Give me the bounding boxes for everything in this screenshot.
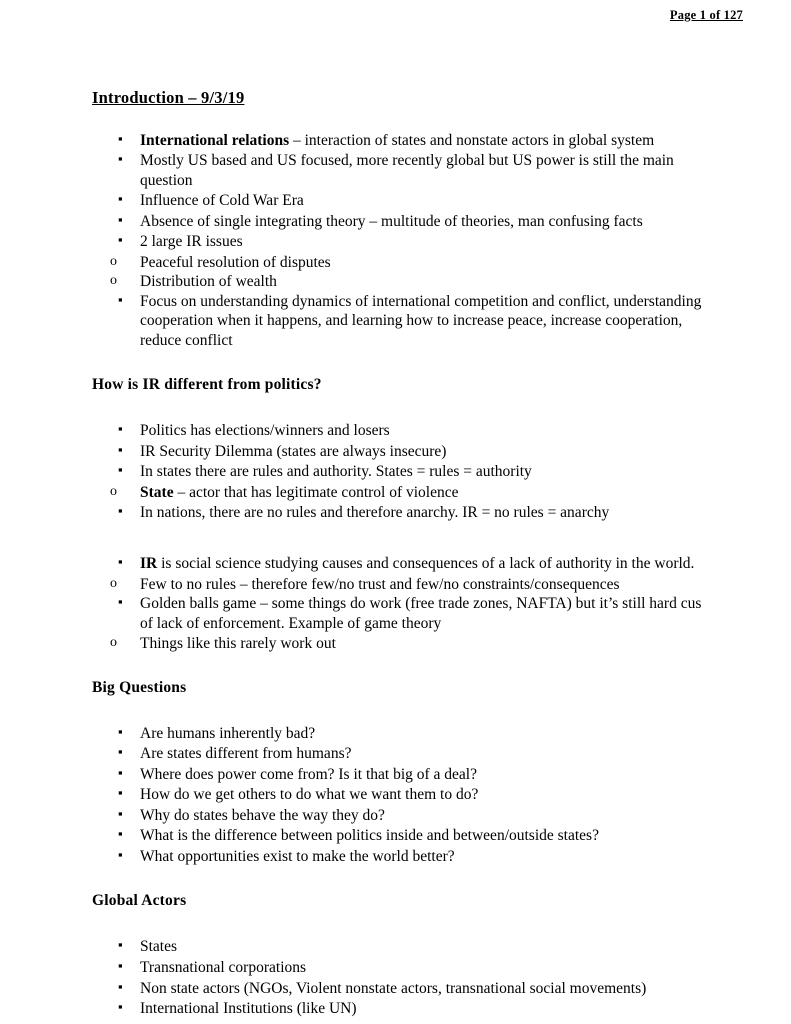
document-title: Introduction – 9/3/19	[92, 88, 245, 107]
bullet-square-icon	[118, 765, 123, 782]
bullet-square-icon	[118, 442, 123, 459]
bullet-text: What is the difference between politics inside and between/outside states?	[140, 827, 599, 845]
bullet-item	[92, 826, 704, 846]
bullet-item	[92, 232, 704, 252]
bullet-item	[92, 744, 704, 764]
bullet-text: What opportunities exist to make the world better?	[140, 847, 455, 865]
bullet-item	[92, 554, 704, 574]
bullet-square-icon	[118, 937, 123, 954]
bullet-item	[92, 503, 704, 523]
bullet-list	[92, 292, 704, 351]
bullet-square-icon	[118, 191, 123, 208]
bullet-text: Things like this rarely work out	[140, 635, 336, 653]
bullet-text: Absence of single integrating theory – multitude of theories, man confusing facts	[140, 212, 643, 230]
sub-bullet-item	[92, 272, 704, 292]
bullet-square-icon	[118, 979, 123, 996]
bullet-item	[92, 131, 704, 151]
bullet-list	[92, 421, 704, 482]
bullet-circle-icon	[110, 634, 117, 652]
bullet-text: 2 large IR issues	[140, 233, 243, 251]
page-number-header: Page 1 of 127	[669, 8, 743, 22]
section-heading: Big Questions	[92, 678, 187, 696]
bullet-item	[92, 292, 704, 351]
section-spacer	[92, 867, 704, 891]
bullet-text: Few to no rules – therefore few/no trust and few/no constraints/consequences	[140, 575, 620, 593]
bullet-square-icon	[118, 806, 123, 823]
bullet-item	[92, 421, 704, 441]
bullet-text: Golden balls game – some things do work (free trade zones, NAFTA) but it’s still hard cus of lack of enforcement. Example of game theory	[140, 595, 702, 632]
section-heading: Global Actors	[92, 892, 187, 910]
bullet-square-icon	[118, 292, 123, 309]
bullet-item	[92, 442, 704, 462]
section-heading: How is IR different from politics?	[92, 376, 322, 394]
bullet-item	[92, 724, 704, 744]
bullet-square-icon	[118, 999, 123, 1016]
bullet-item	[92, 765, 704, 785]
bullet-text: is social science studying causes and consequences of a lack of authority in the world.	[157, 555, 695, 573]
bullet-text: In states there are rules and authority. States = rules = authority	[140, 463, 532, 481]
bullet-square-icon	[118, 958, 123, 975]
bullet-circle-icon	[110, 272, 117, 290]
bullet-text: Are states different from humans?	[140, 745, 352, 763]
bullet-item	[92, 151, 704, 190]
bullet-item	[92, 212, 704, 232]
bullet-list	[92, 554, 704, 574]
bullet-text: How do we get others to do what we want them to do?	[140, 786, 479, 804]
bullet-text: Why do states behave the way they do?	[140, 806, 385, 824]
bullet-text: Influence of Cold War Era	[140, 192, 304, 210]
bullet-item	[92, 847, 704, 867]
bullet-item	[92, 999, 704, 1019]
bullet-list	[92, 937, 704, 1018]
bullet-list	[92, 131, 704, 252]
bullet-text: International Institutions (like UN)	[140, 1000, 357, 1018]
bullet-square-icon	[118, 594, 123, 611]
heading-spacer	[92, 708, 704, 724]
sub-bullet-list	[92, 575, 704, 595]
bullet-text: Non state actors (NGOs, Violent nonstate actors, transnational social movements)	[140, 979, 647, 997]
document-body	[92, 88, 704, 1020]
section-spacer	[92, 654, 704, 678]
bullet-square-icon	[118, 462, 123, 479]
bullet-circle-icon	[110, 575, 117, 593]
bullet-square-icon	[118, 847, 123, 864]
sections-container	[92, 131, 704, 1019]
bullet-square-icon	[118, 421, 123, 438]
section-spacer	[92, 523, 704, 554]
bullet-text: In nations, there are no rules and therefore anarchy. IR = no rules = anarchy	[140, 503, 610, 521]
bullet-text: Mostly US based and US focused, more recently global but US power is still the main question	[140, 152, 674, 189]
bullet-square-icon	[118, 785, 123, 802]
bullet-text: States	[140, 938, 178, 956]
bullet-item	[92, 462, 704, 482]
sub-bullet-list	[92, 634, 704, 654]
bullet-text: – interaction of states and nonstate actors in global system	[289, 131, 655, 149]
bullet-item	[92, 785, 704, 805]
bullet-list	[92, 503, 704, 523]
bullet-list	[92, 594, 704, 633]
bullet-item	[92, 958, 704, 978]
heading-spacer	[92, 405, 704, 421]
bullet-circle-icon	[110, 483, 117, 501]
bullet-square-icon	[118, 212, 123, 229]
bullet-text: Distribution of wealth	[140, 273, 277, 291]
sub-bullet-item	[92, 483, 704, 503]
bullet-item	[92, 937, 704, 957]
bullet-item	[92, 594, 704, 633]
bullet-text: IR Security Dilemma (states are always insecure)	[140, 442, 447, 460]
bullet-list	[92, 724, 704, 867]
heading-spacer	[92, 921, 704, 937]
sub-bullet-item	[92, 253, 704, 273]
sub-bullet-item	[92, 575, 704, 595]
bullet-term: State	[140, 483, 174, 501]
bullet-text: – actor that has legitimate control of violence	[173, 483, 459, 501]
bullet-item	[92, 191, 704, 211]
bullet-square-icon	[118, 503, 123, 520]
bullet-square-icon	[118, 554, 123, 571]
bullet-text: Politics has elections/winners and losers	[140, 422, 390, 440]
sub-bullet-list	[92, 253, 704, 292]
bullet-square-icon	[118, 744, 123, 761]
bullet-item	[92, 806, 704, 826]
bullet-text: Where does power come from? Is it that big of a deal?	[140, 765, 477, 783]
bullet-text: Are humans inherently bad?	[140, 724, 316, 742]
bullet-term: International relations	[140, 131, 290, 149]
bullet-item	[92, 979, 704, 999]
bullet-text: Transnational corporations	[140, 959, 307, 976]
section-spacer	[92, 351, 704, 375]
sub-bullet-list	[92, 483, 704, 503]
bullet-circle-icon	[110, 253, 117, 271]
sub-bullet-item	[92, 634, 704, 654]
bullet-square-icon	[118, 724, 123, 741]
bullet-square-icon	[118, 826, 123, 843]
bullet-square-icon	[118, 232, 123, 249]
bullet-term: IR	[140, 555, 158, 573]
bullet-square-icon	[118, 151, 123, 168]
bullet-square-icon	[118, 131, 123, 148]
bullet-text: Peaceful resolution of disputes	[140, 253, 331, 271]
bullet-text: Focus on understanding dynamics of international competition and conflict, understanding cooperation when it happens, and learning how to increase peace, increase cooperation, reduce conflict	[140, 292, 702, 349]
